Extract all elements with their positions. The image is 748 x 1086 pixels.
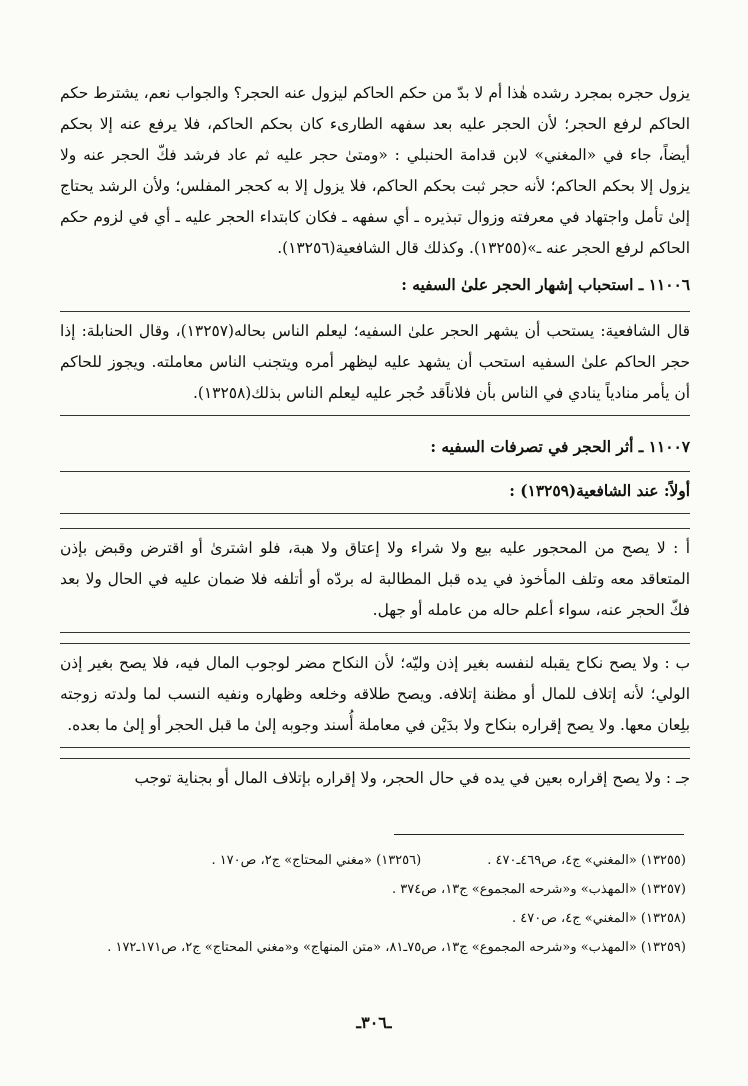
footnotes bbox=[60, 846, 686, 962]
footnote-13255: (١٣٢٥٥) «المغني» ج٤، ص٤٦٩ـ٤٧٠ . bbox=[487, 853, 686, 868]
footnote-13258: (١٣٢٥٨) «المغني» ج٤، ص٤٧٠ . bbox=[511, 911, 686, 926]
section-11006-box bbox=[60, 311, 690, 416]
point-a-box bbox=[60, 528, 690, 633]
footnote-separator bbox=[394, 834, 684, 835]
section-heading-11007: ١١٠٠٧ ـ أثر الحجر في تصرفات السفيه : bbox=[430, 438, 690, 456]
section-11006-paragraph: قال الشافعية: يستحب أن يشهر الحجر علىٰ السفيه؛ ليعلم الناس بحاله(١٣٢٥٧)، وقال الحنابلة: إذا حجر الحاكم علىٰ السفيه استحب أن يشهد عليه ليظهر أمره ويتجنب الناس معاملته. ويجوز للحاكم أن يأمر منادياً ينادي في الناس بأن فلاناًقد حُجر عليه ليعلم الناس بذلك(١٣٢٥٨). bbox=[60, 322, 690, 402]
footnote-13257: (١٣٢٥٧) «المهذب» و«شرحه المجموع» ج١٣، ص٣٧٤ . bbox=[391, 882, 686, 897]
page-number: ـ٣٠٦ـ bbox=[356, 1013, 392, 1032]
point-b-box bbox=[60, 643, 690, 748]
intro-paragraph: يزول حجره بمجرد رشده هٰذا أم لا بدّ من حكم الحاكم ليزول عنه الحجر؟ والجواب نعم، يشترط حكم الحاكم لرفع الحجر؛ لأن الحجر عليه بعد سفهه الطارىء كان بحكم الحاكم، فلا يرفع عنه إلا بحكم أيضاً، جاء في «المغني» لابن قدامة الحنبلي : «ومتىٰ حجر عليه ثم عاد فرشد فكّ الحجر عنه ولا يزول إلا بحكم الحاكم؛ لأنه حجر ثبت بحكم الحاكم، فلا يزول إلا به كحجر المفلس؛ ولأن الرشد يحتاج إلىٰ تأمل واجتهاد في معرفته وزوال تبذيره ـ أي سفهه ـ فكان كابتداء الحجر عليه ـ أي في لزوم حكم الحاكم لرفع الحجر عنه ـ»(١٣٢٥٥). وكذلك قال الشافعية(١٣٢٥٦). bbox=[60, 84, 690, 257]
shafii-subheading-box bbox=[60, 471, 690, 514]
main-text bbox=[60, 78, 690, 800]
footnote-13256: (١٣٢٥٦) «مغني المحتاج» ج٢، ص١٧٠ . bbox=[211, 853, 422, 868]
point-c-box bbox=[60, 758, 690, 800]
point-c-paragraph: جـ : ولا يصح إقراره بعين في يده في حال الحجر، ولا إقراره بإتلاف المال أو بجناية توجب bbox=[134, 769, 690, 787]
point-b-paragraph: ب : ولا يصح نكاح يقبله لنفسه بغير إذن وليّه؛ لأن النكاح مضر لوجوب المال فيه، فلا يصح بغير إذن الولي؛ لأنه إتلاف للمال أو مظنة إتلافه. ويصح طلاقه وخلعه وظهاره ونفيه النسب لما ولدته زوجته بلِعان معها. ولا يصح إقراره بنكاح ولا بدَيْن في معاملة أُسند وجوبه إلىٰ ما قبل الحجر أو إلىٰ ما بعده. bbox=[60, 654, 690, 734]
section-heading-11006: ١١٠٠٦ ـ استحباب إشهار الحجر علىٰ السفيه : bbox=[401, 276, 690, 294]
point-a-paragraph: أ : لا يصح من المحجور عليه بيع ولا شراء ولا إعتاق ولا هبة، فلو اشترىٰ أو اقترض وقبض بإذن المتعاقد معه وتلف المأخوذ في يده قبل المطالبة له بردّه أو أتلفه فلا ضمان عليه في الحال ولا بعد فكّ الحجر عنه، سواء أعلم حاله من عامله أو جهل. bbox=[60, 539, 690, 619]
shafii-subheading: أولاً: عند الشافعية(١٣٢٥٩) : bbox=[509, 482, 690, 500]
footnote-line-1 bbox=[60, 846, 686, 875]
footnote-13259: (١٣٢٥٩) «المهذب» و«شرحه المجموع» ج١٣، ص٧٥ـ٨١، «متن المنهاج» و«مغني المحتاج» ج٢، ص١٧١ـ١٧٢ . bbox=[107, 940, 686, 955]
